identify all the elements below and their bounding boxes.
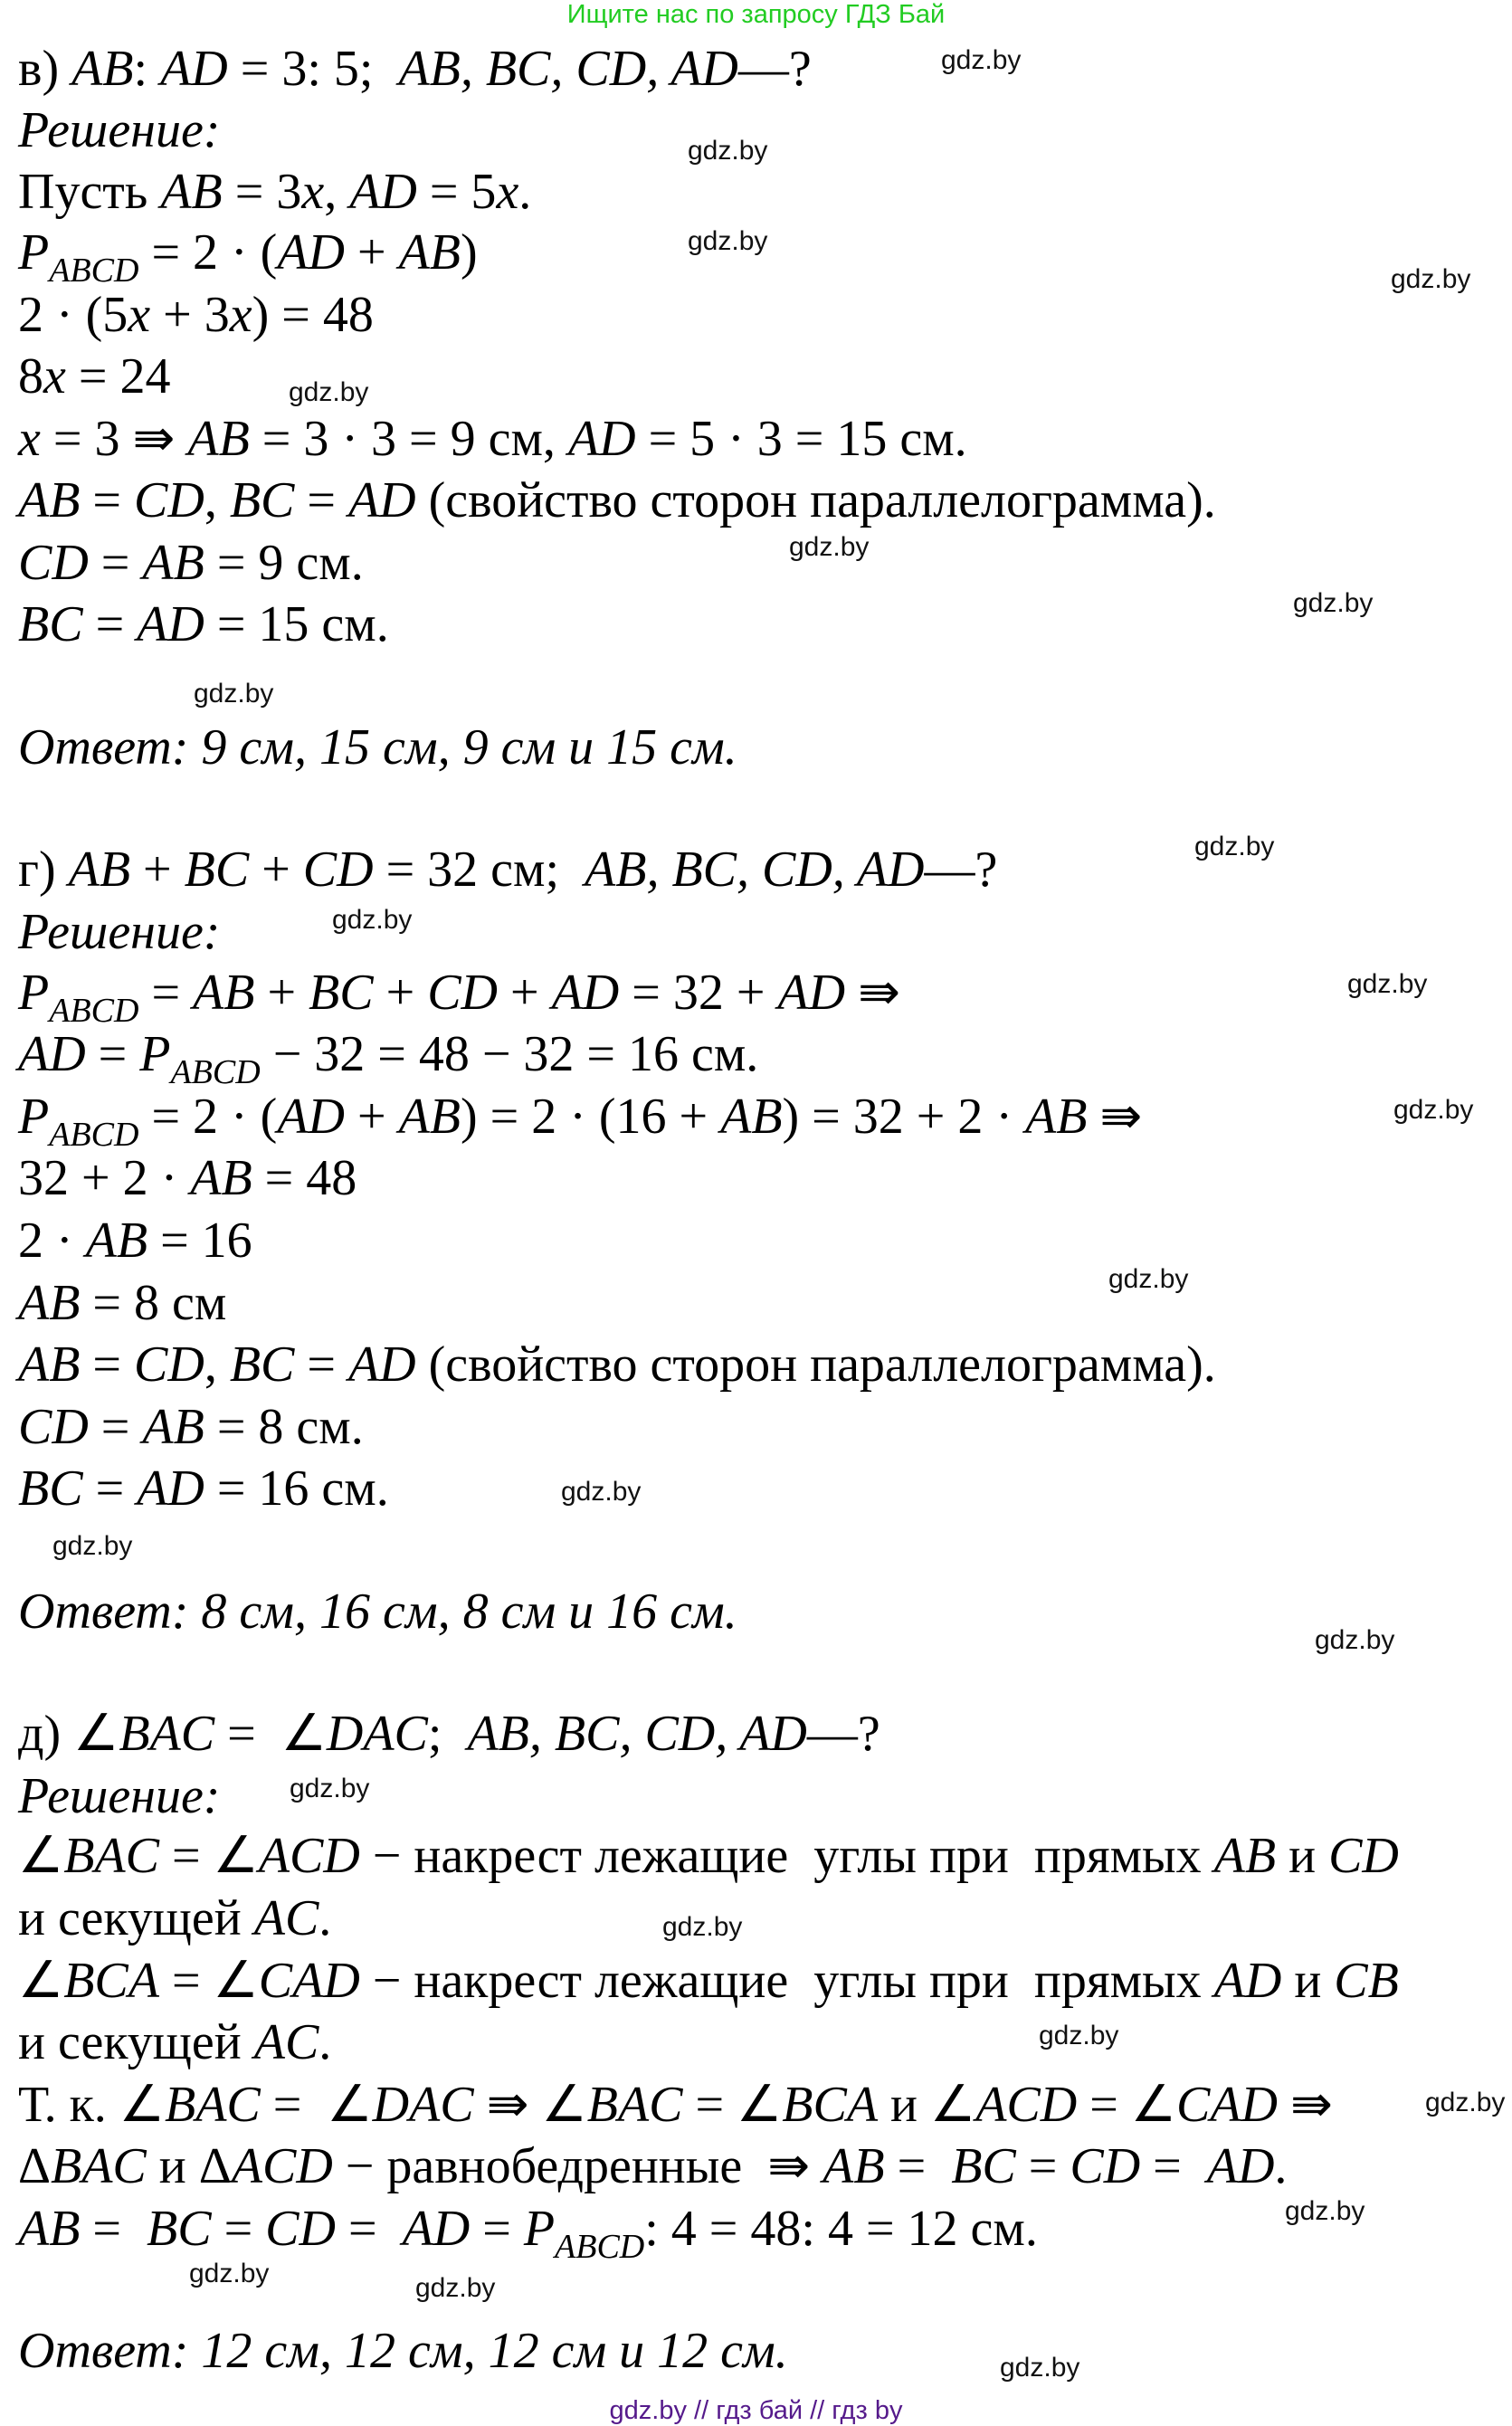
text-segment: CD bbox=[134, 472, 204, 528]
text-segment: BC bbox=[229, 1337, 295, 1393]
text-segment: = 9 см. bbox=[204, 535, 364, 591]
text-segment: + bbox=[130, 842, 185, 898]
text-segment: AD bbox=[347, 1337, 416, 1393]
text-segment: BC bbox=[229, 472, 295, 528]
text-segment: ⇛ ∠ bbox=[473, 2077, 587, 2133]
text-segment: ) = 2 · (16 + bbox=[461, 1089, 721, 1145]
text-segment: + 3 bbox=[150, 287, 230, 343]
text-segment: x bbox=[18, 411, 41, 467]
text-segment: = 5 · 3 = 15 см. bbox=[635, 411, 967, 467]
text-segment: и Δ bbox=[146, 2138, 232, 2194]
text-segment: AB bbox=[71, 41, 134, 97]
text-segment: AC bbox=[253, 1890, 319, 1946]
text-segment: BAC bbox=[51, 2138, 147, 2194]
text-segment: AD bbox=[1206, 2138, 1275, 2194]
watermark: gdz.by bbox=[289, 377, 369, 407]
text-segment: AD bbox=[277, 1089, 345, 1145]
text-segment: —? bbox=[737, 41, 812, 97]
text-segment: AD bbox=[402, 2201, 471, 2257]
text-segment: P bbox=[18, 224, 50, 281]
text-segment: —? bbox=[924, 842, 998, 898]
text-segment: и секущей bbox=[18, 1890, 254, 1946]
text-segment: = bbox=[88, 1399, 143, 1455]
text-segment: = 3 · 3 = 9 см, bbox=[249, 411, 568, 467]
text-segment: ∠ bbox=[18, 1828, 64, 1884]
text-segment: AB bbox=[1213, 1828, 1277, 1884]
text-segment: = 8 см. bbox=[204, 1399, 364, 1455]
solution-line bbox=[18, 2013, 331, 2071]
text-segment: CAD bbox=[258, 1953, 360, 2009]
watermark: gdz.by bbox=[1293, 588, 1374, 618]
text-segment: BCA bbox=[782, 2077, 879, 2133]
text-segment: x bbox=[43, 348, 66, 404]
text-segment: Решение: bbox=[18, 1768, 221, 1824]
watermark: gdz.by bbox=[688, 136, 768, 166]
solution-line bbox=[18, 1583, 737, 1641]
text-segment: г) bbox=[18, 842, 69, 898]
text-segment: DAC bbox=[372, 2077, 474, 2133]
solution-line bbox=[18, 2200, 1038, 2276]
text-segment: AB bbox=[187, 411, 250, 467]
text-segment: = 48 bbox=[252, 1150, 357, 1206]
text-segment: x bbox=[496, 164, 519, 220]
text-segment: − 32 = 48 − 32 = 16 см. bbox=[260, 1026, 759, 1082]
text-segment: ) bbox=[461, 224, 478, 281]
solution-line bbox=[18, 841, 997, 899]
text-segment: ⇛ bbox=[1278, 2077, 1333, 2133]
text-segment: AD bbox=[137, 1460, 204, 1517]
text-segment: CD bbox=[265, 2201, 336, 2257]
text-segment: P bbox=[523, 2201, 556, 2257]
text-segment: BAC bbox=[165, 2077, 261, 2133]
text-segment: P bbox=[139, 1026, 171, 1082]
watermark: gdz.by bbox=[662, 1912, 743, 1942]
text-segment: = 32 + bbox=[619, 965, 778, 1021]
text-segment: —? bbox=[806, 1706, 880, 1762]
text-segment: + bbox=[249, 842, 303, 898]
text-segment: ABCD bbox=[170, 1053, 261, 1091]
footer-links[interactable]: gdz.by // гдз бай // гдз by bbox=[609, 2396, 903, 2425]
watermark: gdz.by bbox=[1425, 2088, 1506, 2117]
watermark: gdz.by bbox=[1315, 1625, 1395, 1655]
text-segment: AB bbox=[142, 535, 204, 591]
solution-line bbox=[18, 1952, 1399, 2010]
solution-line bbox=[18, 1827, 1399, 1885]
text-segment: ACD bbox=[258, 1828, 360, 1884]
text-segment: ABCD bbox=[49, 1116, 139, 1154]
text-segment: 8 bbox=[18, 348, 43, 404]
watermark: gdz.by bbox=[194, 679, 274, 709]
text-segment: Ответ: 9 см, 15 см, 9 см и 15 см. bbox=[18, 719, 737, 775]
text-segment: AB bbox=[160, 164, 223, 220]
watermark: gdz.by bbox=[1000, 2353, 1080, 2383]
text-segment: (свойство сторон параллелограмма). bbox=[415, 472, 1216, 528]
text-segment: AD bbox=[277, 224, 345, 281]
solution-line bbox=[18, 1889, 331, 1947]
text-segment: AB bbox=[190, 1150, 252, 1206]
text-segment: AB bbox=[18, 1275, 81, 1331]
text-segment: в) bbox=[18, 41, 72, 97]
text-segment: CD bbox=[1328, 1828, 1399, 1884]
text-segment: = ∠ bbox=[1077, 2077, 1176, 2133]
text-segment: = bbox=[884, 2138, 952, 2194]
text-segment: Пусть bbox=[18, 164, 161, 220]
solution-line bbox=[18, 1149, 357, 1207]
text-segment: BC bbox=[18, 596, 83, 652]
text-segment: = 3 ⇛ bbox=[40, 411, 188, 467]
text-segment: BAC bbox=[119, 1706, 215, 1762]
solution-line bbox=[18, 1398, 364, 1456]
text-segment: AB, BC, CD, AD bbox=[585, 842, 925, 898]
text-segment: и bbox=[1281, 1953, 1335, 2009]
text-segment: − накрест лежащие углы при прямых bbox=[359, 1828, 1214, 1884]
text-segment: ; bbox=[427, 1706, 468, 1762]
watermark: gdz.by bbox=[1194, 832, 1275, 861]
solution-line bbox=[18, 347, 170, 405]
text-segment: : 4 = 48: 4 = 12 см. bbox=[644, 2201, 1038, 2257]
text-segment: AD bbox=[1213, 1953, 1282, 2009]
text-segment: , bbox=[204, 472, 230, 528]
text-segment: = bbox=[470, 2201, 524, 2257]
watermark: gdz.by bbox=[332, 905, 413, 935]
text-segment: , bbox=[324, 164, 350, 220]
solution-line bbox=[18, 163, 531, 221]
text-segment: AD bbox=[349, 164, 417, 220]
text-segment: BC bbox=[309, 965, 374, 1021]
text-segment: DAC bbox=[326, 1706, 428, 1762]
watermark: gdz.by bbox=[52, 1531, 133, 1561]
text-segment: ) = 48 bbox=[252, 287, 374, 343]
header-banner[interactable]: Ищите нас по запросу ГДЗ Бай bbox=[566, 0, 946, 29]
text-segment: AD bbox=[18, 1026, 86, 1082]
text-segment: − равнобедренные ⇛ bbox=[332, 2138, 823, 2194]
text-segment: . bbox=[518, 164, 532, 220]
solution-line bbox=[18, 286, 374, 344]
text-segment: = bbox=[80, 472, 135, 528]
solution-line bbox=[18, 1274, 226, 1332]
text-segment: CD bbox=[1070, 2138, 1141, 2194]
text-segment: AB bbox=[18, 1337, 81, 1393]
watermark: gdz.by bbox=[189, 2259, 270, 2288]
watermark: gdz.by bbox=[1393, 1095, 1474, 1125]
text-segment: = bbox=[80, 1337, 135, 1393]
watermark: gdz.by bbox=[415, 2273, 496, 2303]
solution-line bbox=[18, 534, 364, 592]
text-segment: ABCD bbox=[49, 252, 139, 290]
watermark: gdz.by bbox=[561, 1477, 642, 1507]
text-segment: = 2 · ( bbox=[138, 224, 278, 281]
text-segment: = bbox=[82, 1460, 138, 1517]
text-segment: = 3 bbox=[222, 164, 302, 220]
text-segment: AC bbox=[253, 2014, 319, 2070]
watermark: gdz.by bbox=[1391, 264, 1471, 294]
text-segment: + bbox=[254, 965, 309, 1021]
text-segment: = ∠ bbox=[158, 1953, 259, 2009]
text-segment: , bbox=[204, 1337, 230, 1393]
text-segment: = bbox=[294, 472, 348, 528]
text-segment: BCA bbox=[63, 1953, 159, 2009]
solution-line bbox=[18, 2137, 1287, 2195]
text-segment: AD bbox=[137, 596, 204, 652]
solution-line bbox=[18, 471, 1216, 529]
text-segment: BC bbox=[18, 1460, 83, 1517]
text-segment: Решение: bbox=[18, 904, 221, 960]
watermark: gdz.by bbox=[1347, 969, 1428, 999]
text-segment: и bbox=[1276, 1828, 1329, 1884]
solution-line bbox=[18, 40, 812, 98]
text-segment: ACD bbox=[231, 2138, 333, 2194]
text-segment: AD bbox=[777, 965, 846, 1021]
text-segment: = 5 bbox=[416, 164, 497, 220]
text-segment: = 15 см. bbox=[204, 596, 389, 652]
solution-line bbox=[18, 2076, 1333, 2134]
watermark: gdz.by bbox=[941, 45, 1022, 75]
watermark: gdz.by bbox=[1108, 1264, 1189, 1294]
text-segment: AB bbox=[68, 842, 131, 898]
text-segment: AB bbox=[1025, 1089, 1088, 1145]
text-segment: CD bbox=[302, 842, 374, 898]
text-segment: CAD bbox=[1176, 2077, 1278, 2133]
text-segment: = 8 см bbox=[80, 1275, 227, 1331]
text-segment: x bbox=[229, 287, 252, 343]
text-segment: P bbox=[18, 1089, 50, 1145]
text-segment: AB bbox=[85, 1213, 148, 1269]
text-segment: = bbox=[88, 535, 143, 591]
text-segment: ⇛ bbox=[1087, 1089, 1143, 1145]
text-segment: CD bbox=[18, 1399, 89, 1455]
text-segment: Δ bbox=[18, 2138, 52, 2194]
text-segment: BAC bbox=[63, 1828, 159, 1884]
solution-line bbox=[18, 101, 220, 159]
text-segment: x bbox=[128, 287, 151, 343]
solution-line bbox=[18, 903, 220, 961]
solution-line bbox=[18, 595, 389, 653]
watermark: gdz.by bbox=[290, 1774, 370, 1803]
text-segment: AB bbox=[18, 2201, 81, 2257]
text-segment: = 16 см. bbox=[204, 1460, 389, 1517]
text-segment: CD bbox=[427, 965, 498, 1021]
text-segment: = bbox=[294, 1337, 348, 1393]
text-segment: . bbox=[319, 1890, 332, 1946]
solution-line bbox=[18, 1767, 220, 1825]
text-segment: AD bbox=[551, 965, 620, 1021]
text-segment: AB, BC, CD, AD bbox=[467, 1706, 807, 1762]
solution-line bbox=[18, 1212, 252, 1270]
text-segment: AD bbox=[347, 472, 416, 528]
text-segment: и ∠ bbox=[878, 2077, 976, 2133]
text-segment: AB bbox=[18, 472, 81, 528]
text-segment: 2 · (5 bbox=[18, 287, 128, 343]
text-segment: + bbox=[344, 224, 399, 281]
text-segment: CB bbox=[1334, 1953, 1399, 2009]
text-segment: ⇛ bbox=[845, 965, 900, 1021]
text-segment: = ∠ bbox=[214, 1706, 327, 1762]
text-segment: 2 · bbox=[18, 1213, 86, 1269]
text-segment: ABCD bbox=[555, 2228, 645, 2266]
text-segment: Т. к. ∠ bbox=[18, 2077, 166, 2133]
text-segment: = bbox=[1015, 2138, 1070, 2194]
text-segment: + bbox=[498, 965, 552, 1021]
text-segment: . bbox=[319, 2014, 332, 2070]
text-segment: = ∠ bbox=[158, 1828, 259, 1884]
text-segment: BAC bbox=[586, 2077, 683, 2133]
text-segment: AB bbox=[193, 965, 255, 1021]
text-segment: = 24 bbox=[65, 348, 171, 404]
text-segment: = 16 bbox=[147, 1213, 252, 1269]
watermark: gdz.by bbox=[789, 532, 870, 562]
text-segment: AB bbox=[823, 2138, 885, 2194]
text-segment: и секущей bbox=[18, 2014, 254, 2070]
solution-line bbox=[18, 1705, 880, 1763]
text-segment: AB bbox=[398, 224, 461, 281]
text-segment: . bbox=[1274, 2138, 1288, 2194]
text-segment: = ∠ bbox=[260, 2077, 373, 2133]
text-segment: д) ∠ bbox=[18, 1706, 119, 1762]
watermark: gdz.by bbox=[1285, 2196, 1365, 2226]
watermark: gdz.by bbox=[688, 226, 768, 256]
text-segment: BC bbox=[147, 2201, 212, 2257]
text-segment: ACD bbox=[975, 2077, 1078, 2133]
text-segment: + bbox=[373, 965, 428, 1021]
text-segment: = bbox=[80, 2201, 147, 2257]
text-segment: = bbox=[138, 965, 194, 1021]
text-segment: BC bbox=[951, 2138, 1016, 2194]
text-segment: − накрест лежащие углы при прямых bbox=[359, 1953, 1214, 2009]
solution-line bbox=[18, 1460, 389, 1517]
text-segment: AB, BC, CD, AD bbox=[398, 41, 738, 97]
solution-line bbox=[18, 410, 967, 468]
text-segment: AB bbox=[142, 1399, 204, 1455]
text-segment: AB bbox=[398, 1089, 461, 1145]
text-segment: = bbox=[335, 2201, 403, 2257]
text-segment: x bbox=[301, 164, 325, 220]
watermark: gdz.by bbox=[1039, 2021, 1119, 2050]
text-segment: = 3: 5; bbox=[227, 41, 399, 97]
text-segment: Ответ: 8 см, 16 см, 8 см и 16 см. bbox=[18, 1584, 737, 1640]
text-segment: = bbox=[85, 1026, 140, 1082]
text-segment: = 32 см; bbox=[373, 842, 585, 898]
text-segment: AB bbox=[720, 1089, 783, 1145]
solution-line bbox=[18, 718, 737, 776]
text-segment: = bbox=[1140, 2138, 1207, 2194]
text-segment: ABCD bbox=[49, 992, 139, 1030]
text-segment: : bbox=[133, 41, 161, 97]
text-segment: Ответ: 12 см, 12 см, 12 см и 12 см. bbox=[18, 2323, 788, 2379]
text-segment: ∠ bbox=[18, 1953, 64, 2009]
text-segment: = bbox=[82, 596, 138, 652]
text-segment: = 2 · ( bbox=[138, 1089, 278, 1145]
text-segment: ) = 32 + 2 · bbox=[782, 1089, 1025, 1145]
text-segment: CD bbox=[18, 535, 89, 591]
text-segment: AD bbox=[160, 41, 228, 97]
text-segment: = bbox=[211, 2201, 266, 2257]
text-segment: CD bbox=[134, 1337, 204, 1393]
text-segment: BC bbox=[184, 842, 250, 898]
text-segment: 32 + 2 · bbox=[18, 1150, 191, 1206]
text-segment: = ∠ bbox=[682, 2077, 783, 2133]
text-segment: P bbox=[18, 965, 50, 1021]
text-segment: (свойство сторон параллелограмма). bbox=[415, 1337, 1216, 1393]
text-segment: + bbox=[344, 1089, 399, 1145]
text-segment: AD bbox=[567, 411, 636, 467]
solution-line bbox=[18, 1336, 1216, 1394]
text-segment: Решение: bbox=[18, 102, 221, 158]
solution-line bbox=[18, 2322, 788, 2380]
